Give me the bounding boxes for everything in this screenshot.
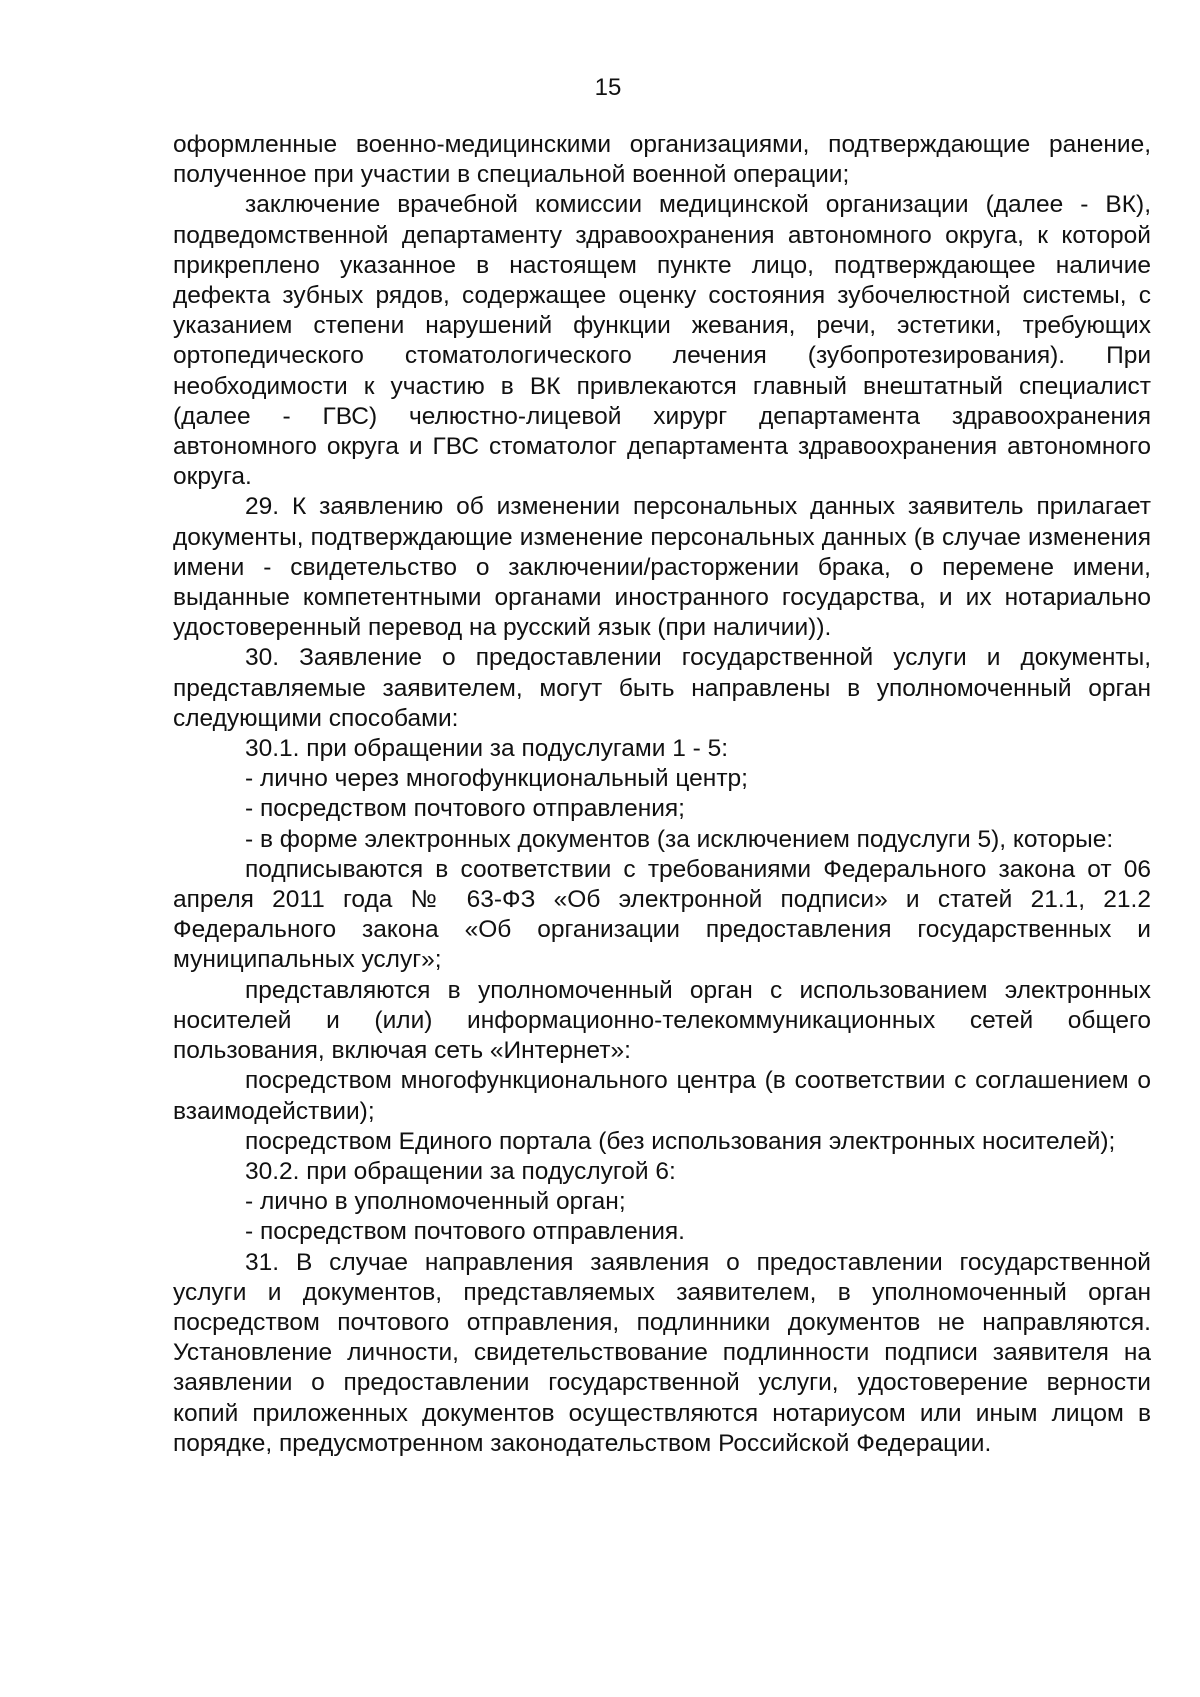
paragraph-30-1: 30.1. при обращении за подуслугами 1 - 5: xyxy=(245,735,729,763)
list-item-postal: - посредством почтового отправления; xyxy=(245,795,685,823)
page-number: 15 xyxy=(594,74,622,101)
paragraph-via-portal: посредством Единого портала (без использования электронных носителей); xyxy=(245,1127,1116,1155)
document-body xyxy=(173,130,1151,1459)
list-item-postal-2: - посредством почтового отправления. xyxy=(245,1218,685,1246)
list-item-in-person-authority: - лично в уполномоченный орган; xyxy=(245,1188,626,1216)
list-item-electronic: - в форме электронных документов (за исключением подуслуги 5), которые: xyxy=(245,825,1114,853)
paragraph-via-mfc: посредством многофункционального центра (в соответствии с соглашением о взаимодействии); xyxy=(173,1067,1151,1125)
list-item-in-person-mfc: - лично через многофункциональный центр; xyxy=(245,765,748,793)
paragraph-31: 31. В случае направления заявления о предоставлении государственной услуги и документов, представляемых заявителем, в уполномоченный орган посредством почтового отправления, подлинники документов не направляются. Установление личности, свидетельствование подлинности подписи заявителя на заявлении о предоставлении государственной услуги, удостоверение верности копий приложенных документов осуществляются нотариусом или иным лицом в порядке, предусмотренном законодательством Российской Федерации. xyxy=(173,1248,1151,1457)
paragraph-30: 30. Заявление о предоставлении государственной услуги и документы, представляемые заявителем, могут быть направлены в уполномоченный орган следующими способами: xyxy=(173,644,1151,732)
paragraph-30-2: 30.2. при обращении за подуслугой 6: xyxy=(245,1157,676,1185)
paragraph-submitted: представляются в уполномоченный орган с использованием электронных носителей и (или) информационно-телекоммуникационных сетей общего пользования, включая сеть «Интернет»: xyxy=(173,976,1151,1065)
paragraph-vk-conclusion: заключение врачебной комиссии медицинской организации (далее - ВК), подведомственной департаменту здравоохранения автономного округа, к которой прикреплено указанное в настоящем пункте лицо, подтверждающее наличие дефекта зубных рядов, содержащее оценку состояния зубочелюстной системы, с указанием степени нарушений функции жевания, речи, эстетики, требующих ортопедического стоматологического лечения (зубопротезирования). При необходимости к участию в ВК привлекаются главный внештатный специалист (далее - ГВС) челюстно-лицевой хирург департамента здравоохранения автономного округа и ГВС стоматолог департамента здравоохранения автономного округа. xyxy=(173,191,1151,491)
paragraph-intro-documents: оформленные военно-медицинскими организациями, подтверждающие ранение, полученное при участии в специальной военной операции; xyxy=(173,131,1151,189)
paragraph-29: 29. К заявлению об изменении персональных данных заявитель прилагает документы, подтверждающие изменение персональных данных (в случае изменения имени - свидетельство о заключении/расторжении брака, о перемене имени, выданные компетентными органами иностранного государства, и их нотариально удостоверенный перевод на русский язык (при наличии)). xyxy=(173,493,1151,642)
paragraph-signed: подписываются в соответствии с требованиями Федерального закона от 06 апреля 2011 года № 63-ФЗ «Об электронной подписи» и статей 21.1, 21.2 Федерального закона «Об организации предоставления государственных и муниципальных услуг»; xyxy=(173,855,1151,974)
